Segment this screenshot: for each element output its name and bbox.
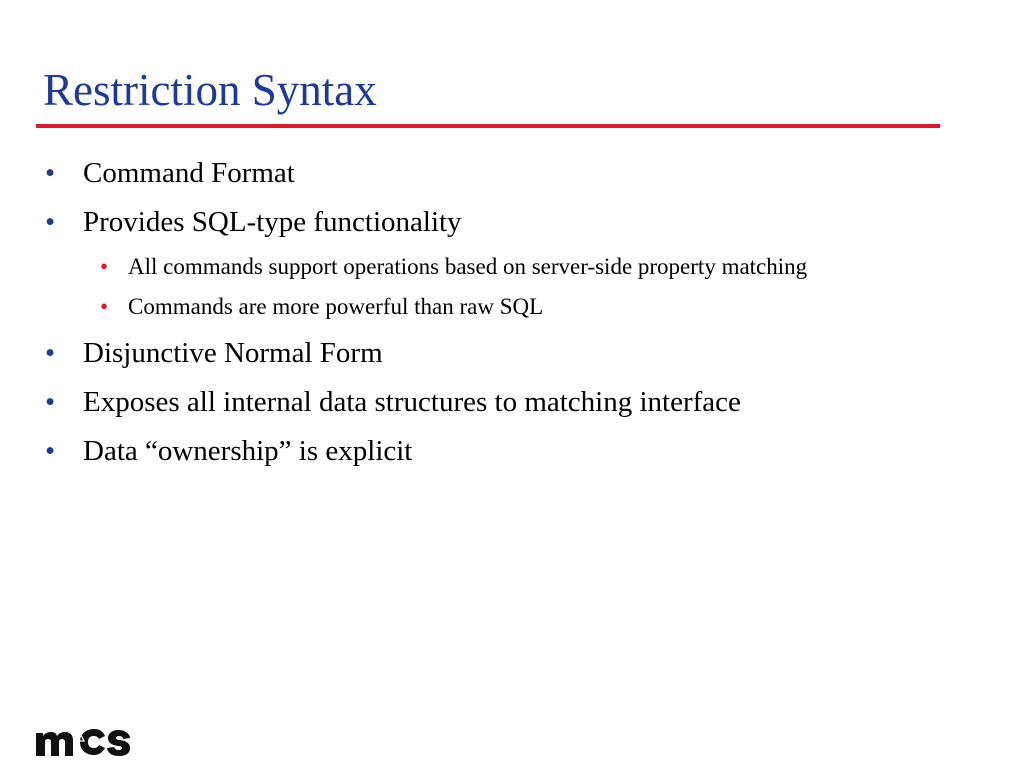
mcs-logo [36, 723, 132, 759]
bullet-text: All commands support operations based on server-side property matching [128, 254, 808, 279]
bullet-text: Command Format [83, 157, 295, 189]
bullet-text: Commands are more powerful than raw SQL [128, 294, 544, 319]
bullet-text: Disjunctive Normal Form [83, 337, 383, 369]
slide-title: Restriction Syntax [43, 65, 377, 115]
bullet-text: Data “ownership” is explicit [83, 435, 413, 467]
bullet-item [45, 156, 295, 190]
sub-bullet-item [100, 253, 808, 281]
bullet-dot-icon: • [100, 254, 109, 279]
bullet-text: Exposes all internal data structures to matching interface [83, 386, 741, 418]
bullet-dot-icon: • [45, 435, 56, 467]
bullet-item [45, 205, 462, 239]
sub-bullet-item [100, 293, 544, 321]
bullet-dot-icon: • [45, 386, 56, 418]
bullet-dot-icon: • [100, 294, 109, 319]
bullet-dot-icon: • [45, 337, 56, 369]
bullet-dot-icon: • [45, 157, 56, 189]
bullet-text: Provides SQL-type functionality [83, 206, 462, 238]
bullet-dot-icon: • [45, 206, 56, 238]
bullet-item [45, 385, 741, 419]
bullet-item [45, 434, 413, 468]
bullet-item [45, 336, 383, 370]
